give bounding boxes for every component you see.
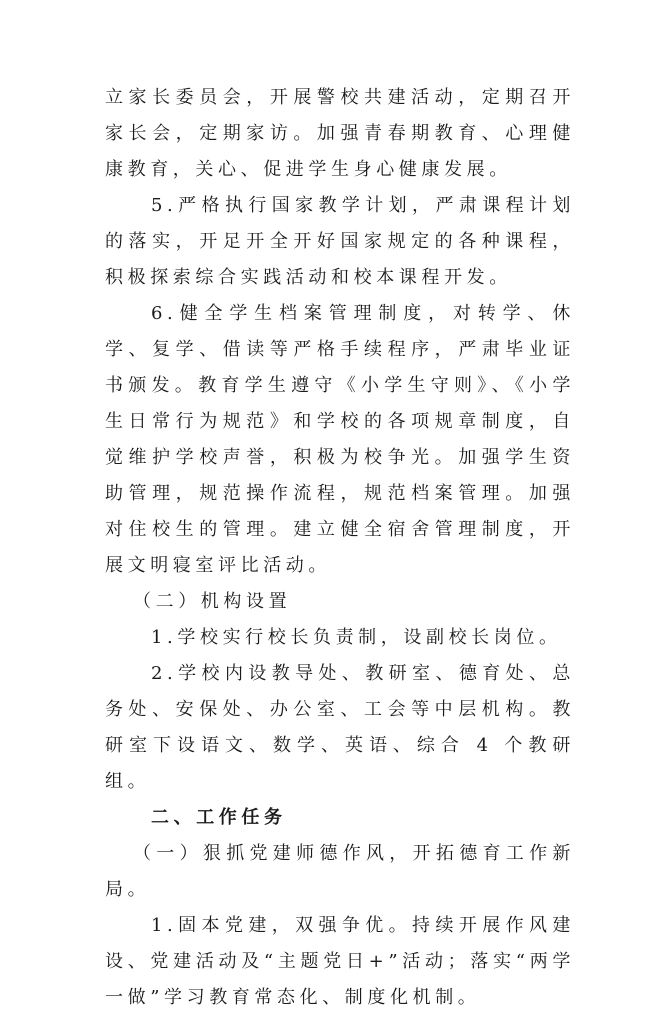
paragraph-parent-committee: 立家长委员会，开展警校共建活动，定期召开家长会，定期家访。加强青春期教育、心理健康教育，关心、促进学生身心健康发展。 [105,87,575,180]
subheading-party-building: （一）狠抓党建师德作风，开拓德育工作新局。 [105,843,575,900]
document-page [105,80,575,1016]
paragraph-task-item-1: 1.固本党建，双强争优。持续开展作风建设、党建活动及“主题党日+”活动；落实“两学一做”学习教育常态化、制度化机制。 [105,915,575,1008]
section-heading-tasks: 二、工作任务 [151,807,287,828]
paragraph-item-6: 6.健全学生档案管理制度，对转学、休学、复学、借读等严格手续程序，严肃毕业证书颁发。教育学生遵守《小学生守则》、《小学生日常行为规范》和学校的各项规章制度，自觉维护学校声誉，积极为校争光。加强学生资助管理，规范操作流程，规范档案管理。加强对住校生的管理。建立健全宿舍管理制度，开展文明寝室评比活动。 [105,303,575,576]
paragraph-item-5: 5.严格执行国家教学计划，严肃课程计划的落实，开足开全开好国家规定的各种课程，积极探索综合实践活动和校本课程开发。 [105,195,575,288]
paragraph-org-item-1: 1.学校实行校长负责制，设副校长岗位。 [151,627,562,648]
paragraph-org-item-2: 2.学校内设教导处、教研室、德育处、总务处、安保处、办公室、工会等中层机构。教研室下设语文、数学、英语、综合 4 个教研组。 [105,663,575,792]
subheading-organization: （二）机构设置 [133,591,292,612]
